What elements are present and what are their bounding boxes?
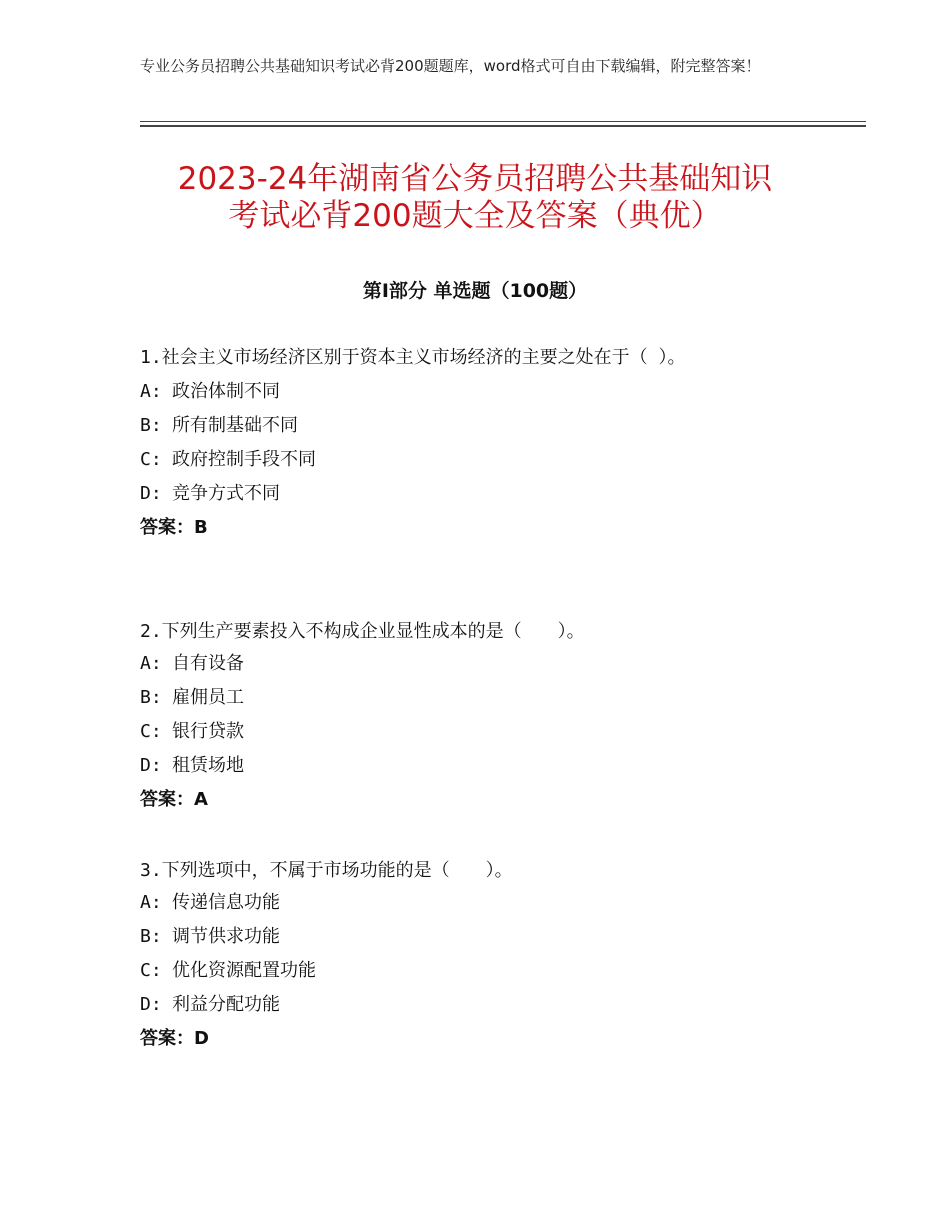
header-divider-thick xyxy=(140,125,866,127)
option-text: 租赁场地 xyxy=(172,755,244,776)
answer-label: 答案：D xyxy=(140,1028,209,1049)
question-text: 3.下列选项中，不属于市场功能的是（ ）。 xyxy=(140,860,513,881)
document-title-line-2: 考试必背200题大全及答案（典优） xyxy=(228,198,722,234)
option-letter: D: xyxy=(140,994,162,1015)
option-c xyxy=(140,954,780,988)
document-title-line-1: 2023-24年湖南省公务员招聘公共基础知识 xyxy=(177,161,773,197)
option-text: 雇佣员工 xyxy=(172,687,244,708)
option-text: 所有制基础不同 xyxy=(172,415,298,436)
option-letter: D: xyxy=(140,755,162,776)
option-text: 自有设备 xyxy=(172,653,244,674)
question-text: 2.下列生产要素投入不构成企业显性成本的是（ ）。 xyxy=(140,621,585,642)
question-1 xyxy=(140,345,780,545)
option-letter: B: xyxy=(140,687,162,708)
option-text: 政府控制手段不同 xyxy=(172,449,316,470)
question-text: 1.社会主义市场经济区别于资本主义市场经济的主要之处在于（ ）。 xyxy=(140,347,686,368)
option-c xyxy=(140,443,780,477)
answer-label: 答案：B xyxy=(140,517,208,538)
question-2 xyxy=(140,617,780,817)
option-d xyxy=(140,749,780,783)
option-letter: A: xyxy=(140,381,162,402)
option-letter: A: xyxy=(140,892,162,913)
option-letter: B: xyxy=(140,926,162,947)
option-a xyxy=(140,375,780,409)
option-c xyxy=(140,715,780,749)
header-divider-thin xyxy=(140,121,866,122)
option-d xyxy=(140,477,780,511)
option-letter: A: xyxy=(140,653,162,674)
option-b xyxy=(140,920,780,954)
option-text: 竞争方式不同 xyxy=(172,483,280,504)
option-a xyxy=(140,886,780,920)
option-d xyxy=(140,988,780,1022)
option-b xyxy=(140,681,780,715)
option-text: 银行贷款 xyxy=(172,721,244,742)
option-letter: B: xyxy=(140,415,162,436)
question-3 xyxy=(140,856,780,1056)
option-text: 优化资源配置功能 xyxy=(172,960,316,981)
option-text: 政治体制不同 xyxy=(172,381,280,402)
option-letter: C: xyxy=(140,960,162,981)
option-a xyxy=(140,647,780,681)
option-text: 传递信息功能 xyxy=(172,892,280,913)
header-note: 专业公务员招聘公共基础知识考试必背200题题库，word格式可自由下载编辑，附完整答案！ xyxy=(140,57,761,75)
option-b xyxy=(140,409,780,443)
option-text: 调节供求功能 xyxy=(172,926,280,947)
section-heading: 第Ⅰ部分 单选题（100题） xyxy=(362,280,588,302)
option-letter: C: xyxy=(140,721,162,742)
option-letter: C: xyxy=(140,449,162,470)
answer-label: 答案：A xyxy=(140,789,208,810)
option-text: 利益分配功能 xyxy=(172,994,280,1015)
option-letter: D: xyxy=(140,483,162,504)
